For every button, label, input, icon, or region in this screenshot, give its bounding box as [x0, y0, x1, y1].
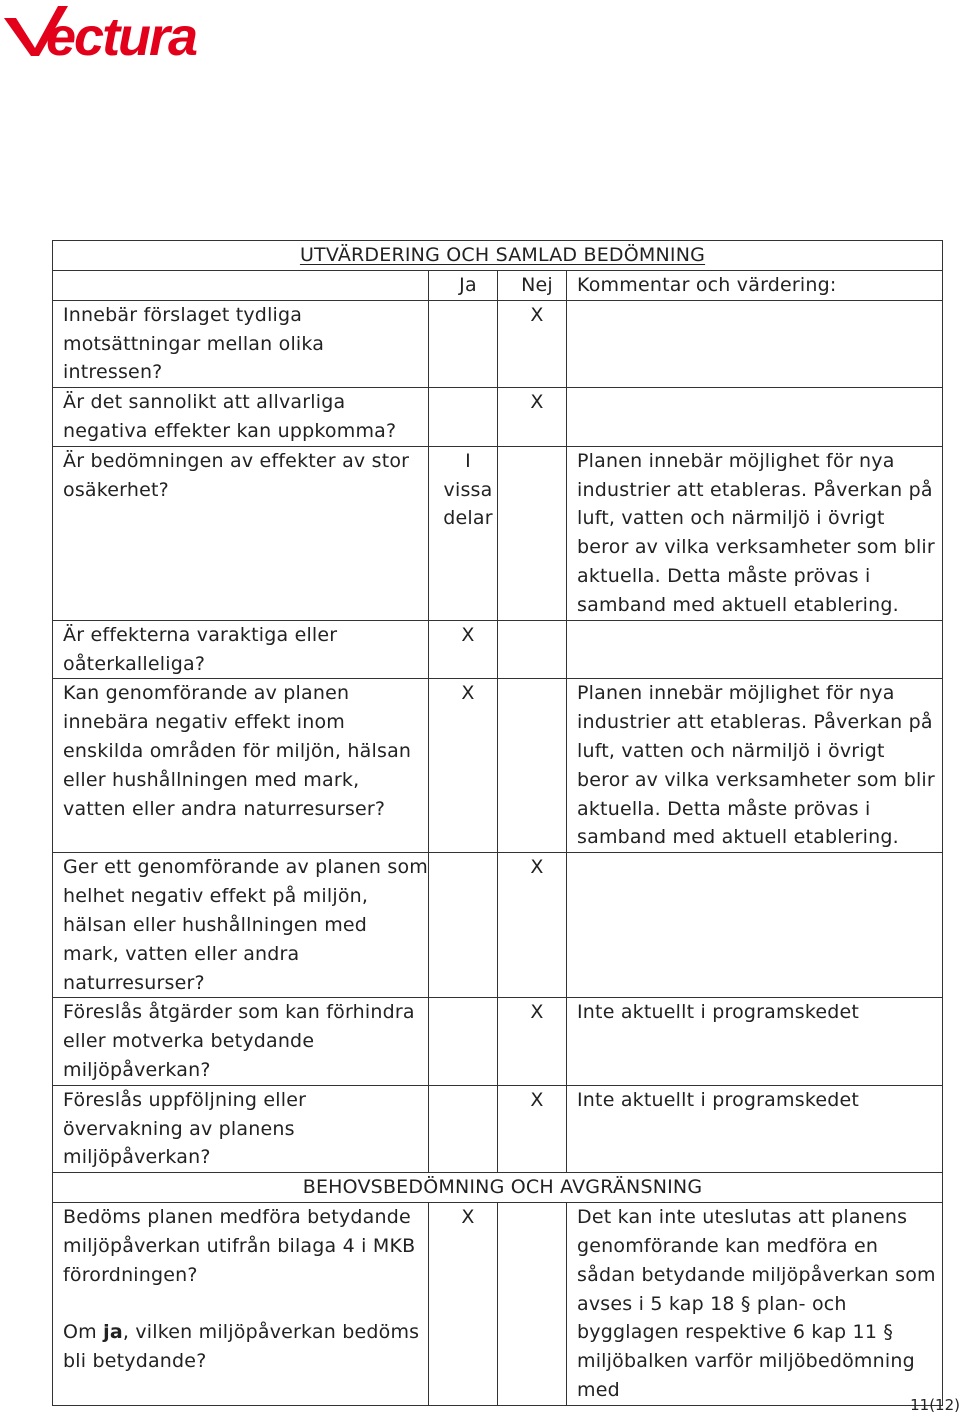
nej-cell: X	[498, 853, 567, 998]
nej-cell: X	[498, 998, 567, 1085]
comment-cell: Inte aktuellt i programskedet	[567, 998, 943, 1085]
question-cell: Kan genomförande av planen innebära negativ effekt inom enskilda områden för miljön, hälsan eller hushållningen med mark, vatten eller andra naturresurser?	[53, 679, 429, 853]
comment-cell	[567, 620, 943, 679]
page-number: 11(12)	[910, 1396, 960, 1414]
question-cell: Är effekterna varaktiga eller oåterkalleliga?	[53, 620, 429, 679]
comment-cell: Inte aktuellt i programskedet	[567, 1085, 943, 1172]
question-cell	[53, 1203, 429, 1406]
followup-prefix: Om	[63, 1321, 104, 1344]
table-row	[53, 446, 943, 620]
logo-wordmark: ectura	[46, 7, 197, 60]
table-title: UTVÄRDERING OCH SAMLAD BEDÖMNING	[53, 241, 943, 271]
question-cell: Innebär förslaget tydliga motsättningar mellan olika intressen?	[53, 300, 429, 387]
question-cell: Föreslås åtgärder som kan förhindra eller motverka betydande miljöpåverkan?	[53, 998, 429, 1085]
table-row	[53, 620, 943, 679]
table-row	[53, 853, 943, 998]
ja-cell	[429, 998, 498, 1085]
nej-cell	[498, 446, 567, 620]
header-nej: Nej	[498, 271, 567, 301]
comment-cell	[567, 300, 943, 387]
header-ja: Ja	[429, 271, 498, 301]
nej-cell	[498, 1203, 567, 1406]
nej-cell	[498, 620, 567, 679]
question-cell: Är bedömningen av effekter av stor osäkerhet?	[53, 446, 429, 620]
followup-bold: ja	[103, 1321, 123, 1344]
ja-cell: X	[429, 620, 498, 679]
ja-cell	[429, 388, 498, 447]
table-row	[53, 300, 943, 387]
question-cell: Föreslås uppföljning eller övervakning av planens miljöpåverkan?	[53, 1085, 429, 1172]
ja-cell	[429, 300, 498, 387]
nej-cell: X	[498, 1085, 567, 1172]
nej-cell: X	[498, 300, 567, 387]
comment-cell: Planen innebär möjlighet för nya industrier att etableras. Påverkan på luft, vatten och närmiljö i övrigt beror av vilka verksamheter som blir aktuella. Detta måste prövas i samband med aktuell etablering.	[567, 679, 943, 853]
evaluation-table	[52, 240, 943, 1406]
question-cell: Ger ett genomförande av planen som helhet negativ effekt på miljön, hälsan eller hushållningen med mark, vatten eller andra naturresurser?	[53, 853, 429, 998]
table-row	[53, 1085, 943, 1172]
ja-cell: I vissa delar	[429, 446, 498, 620]
ja-cell: X	[429, 1203, 498, 1406]
ja-cell	[429, 1085, 498, 1172]
section-title: BEHOVSBEDÖMNING OCH AVGRÄNSNING	[53, 1173, 943, 1203]
question-cell: Är det sannolikt att allvarliga negativa effekter kan uppkomma?	[53, 388, 429, 447]
comment-cell: Det kan inte uteslutas att planens genomförande kan medföra en sådan betydande miljöpåverkan som avses i 5 kap 18 § plan- och bygglagen respektive 6 kap 11 § miljöbalken varför miljöbedömning med	[567, 1203, 943, 1406]
table-row	[53, 998, 943, 1085]
followup-suffix: , vilken miljöpåverkan bedöms bli betydande?	[63, 1321, 420, 1373]
table-title-row	[53, 241, 943, 271]
table-row	[53, 1203, 943, 1406]
table-row	[53, 388, 943, 447]
header-row	[53, 271, 943, 301]
header-blank	[53, 271, 429, 301]
comment-cell	[567, 853, 943, 998]
nej-cell	[498, 679, 567, 853]
vectura-logo	[2, 2, 274, 60]
ja-cell	[429, 853, 498, 998]
table-row	[53, 679, 943, 853]
nej-cell: X	[498, 388, 567, 447]
header-comment: Kommentar och värdering:	[567, 271, 943, 301]
comment-cell	[567, 388, 943, 447]
question-text: Bedöms planen medföra betydande miljöpåverkan utifrån bilaga 4 i MKB förordningen?	[63, 1206, 416, 1286]
comment-cell: Planen innebär möjlighet för nya industrier att etableras. Påverkan på luft, vatten och närmiljö i övrigt beror av vilka verksamheter som blir aktuella. Detta måste prövas i samband med aktuell etablering.	[567, 446, 943, 620]
section-title-row	[53, 1173, 943, 1203]
ja-cell: X	[429, 679, 498, 853]
